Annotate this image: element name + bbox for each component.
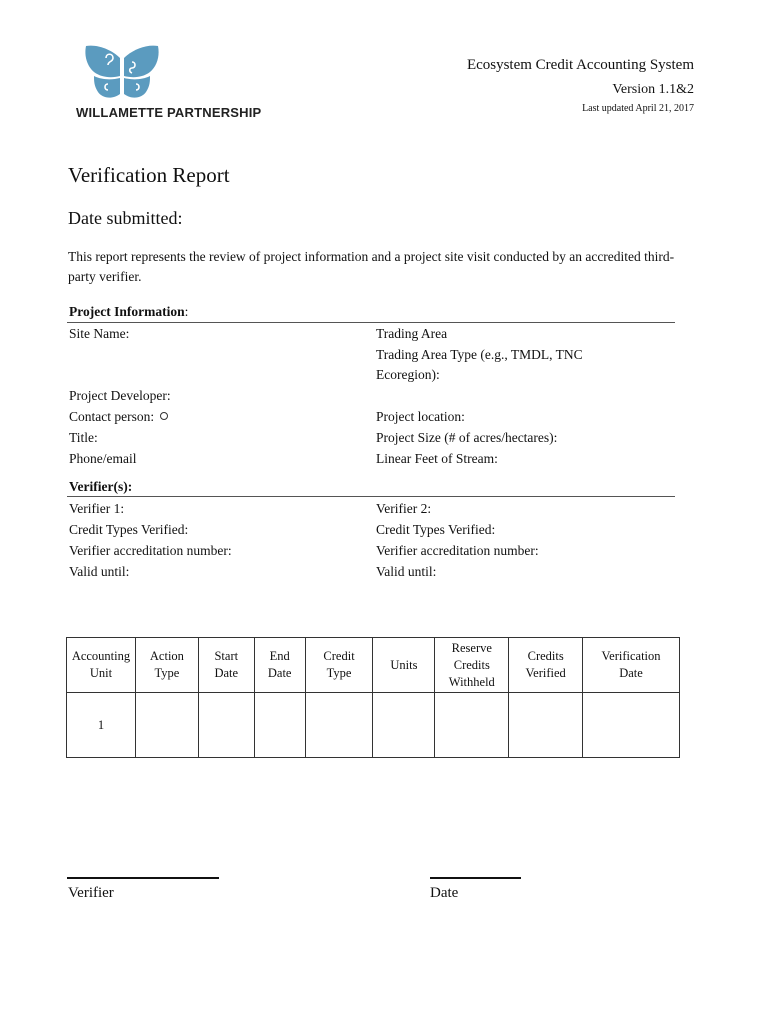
date-signature-label: Date xyxy=(430,885,459,901)
table-header-cell xyxy=(67,638,136,693)
header-text-line: Action xyxy=(149,649,184,663)
accreditation-1-field: Verifier accreditation number: xyxy=(69,543,232,558)
contact-person-label: Contact person: xyxy=(69,409,155,424)
header-text-line: Units xyxy=(390,657,418,672)
header-text-line: Withheld xyxy=(448,674,495,689)
accounting-table xyxy=(66,637,680,758)
header-text-line: Credits xyxy=(453,657,490,672)
table-header-cell xyxy=(254,638,305,693)
site-name-field: Site Name: xyxy=(69,326,130,341)
system-title: Ecosystem Credit Accounting System xyxy=(466,57,694,73)
cursor-icon xyxy=(160,412,168,420)
header-text-line: Type xyxy=(154,666,180,680)
header-text-line: Verified xyxy=(525,666,566,680)
document-title: Verification Report xyxy=(68,163,230,187)
project-location-field: Project location: xyxy=(376,409,465,424)
verifier-1-field: Verifier 1: xyxy=(69,501,125,516)
table-cell[interactable] xyxy=(435,693,509,758)
table-row xyxy=(67,693,680,758)
title-field: Title: xyxy=(69,430,98,445)
verifier-2-field: Verifier 2: xyxy=(376,501,432,516)
table-header-cell xyxy=(305,638,373,693)
trading-area-field: Trading Area xyxy=(376,326,448,341)
intro-paragraph: This report represents the review of project information and a project site visit conducted by an accredited third-party verifier. xyxy=(68,249,675,284)
header-text-line: Verification xyxy=(601,649,661,663)
table-header-cell xyxy=(435,638,509,693)
project-size-field: Project Size (# of acres/hectares): xyxy=(376,430,558,445)
valid-until-1-field: Valid until: xyxy=(69,564,130,579)
date-signature-line[interactable] xyxy=(430,877,521,879)
willamette-partnership-logo xyxy=(76,44,276,124)
project-information-heading-text: Project Information xyxy=(69,304,185,319)
heading-colon: : xyxy=(184,304,189,319)
header-text-line: Unit xyxy=(89,666,113,680)
table-cell[interactable] xyxy=(198,693,254,758)
accreditation-2-field: Verifier accreditation number: xyxy=(376,543,539,558)
table-cell[interactable] xyxy=(254,693,305,758)
table-cell[interactable]: 1 xyxy=(67,693,136,758)
section-divider xyxy=(67,496,675,497)
header-text-line: End xyxy=(269,649,290,663)
phone-email-field: Phone/email xyxy=(69,451,137,466)
trading-area-type-field-cont: Ecoregion): xyxy=(376,367,440,382)
header-text-line: Date xyxy=(267,666,292,680)
credit-types-1-field: Credit Types Verified: xyxy=(69,522,189,537)
table-header-row xyxy=(67,638,680,693)
table-header-cell xyxy=(135,638,198,693)
date-submitted-label: Date submitted: xyxy=(68,208,183,228)
table-header-cell xyxy=(373,638,435,693)
trading-area-type-field: Trading Area Type (e.g., TMDL, TNC xyxy=(376,347,583,362)
table-header-cell xyxy=(583,638,680,693)
table-header-cell xyxy=(198,638,254,693)
table-body xyxy=(67,693,680,758)
table-cell[interactable] xyxy=(373,693,435,758)
header-text-line: Start xyxy=(214,649,239,663)
header-text-line: Date xyxy=(619,666,643,680)
table-cell[interactable] xyxy=(305,693,373,758)
header-text-line: Type xyxy=(326,666,352,680)
butterfly-puzzle-icon xyxy=(82,44,162,102)
header-text-line: Date xyxy=(214,666,239,680)
header-text-line: Reserve xyxy=(451,640,492,655)
header-text-line: Credits xyxy=(527,649,564,663)
org-name: WILLAMETTE PARTNERSHIP xyxy=(76,105,262,120)
section-divider xyxy=(67,322,675,323)
valid-until-2-field: Valid until: xyxy=(376,564,437,579)
project-information-heading xyxy=(69,304,188,320)
table-cell[interactable] xyxy=(509,693,583,758)
credit-types-2-field: Credit Types Verified: xyxy=(376,522,496,537)
header-text-line: Accounting xyxy=(71,649,131,663)
verifiers-heading: Verifier(s): xyxy=(69,479,133,494)
contact-person-field xyxy=(69,407,168,427)
last-updated: Last updated April 21, 2017 xyxy=(582,103,694,114)
header-text-line: Credit xyxy=(323,649,355,663)
verifier-signature-line[interactable] xyxy=(67,877,219,879)
table-cell[interactable] xyxy=(583,693,680,758)
version-label: Version 1.1&2 xyxy=(612,82,694,97)
verifier-signature-label: Verifier xyxy=(68,885,114,901)
table-header-cell xyxy=(509,638,583,693)
table-cell[interactable] xyxy=(135,693,198,758)
project-developer-field: Project Developer: xyxy=(69,388,171,403)
linear-feet-field: Linear Feet of Stream: xyxy=(376,451,498,466)
